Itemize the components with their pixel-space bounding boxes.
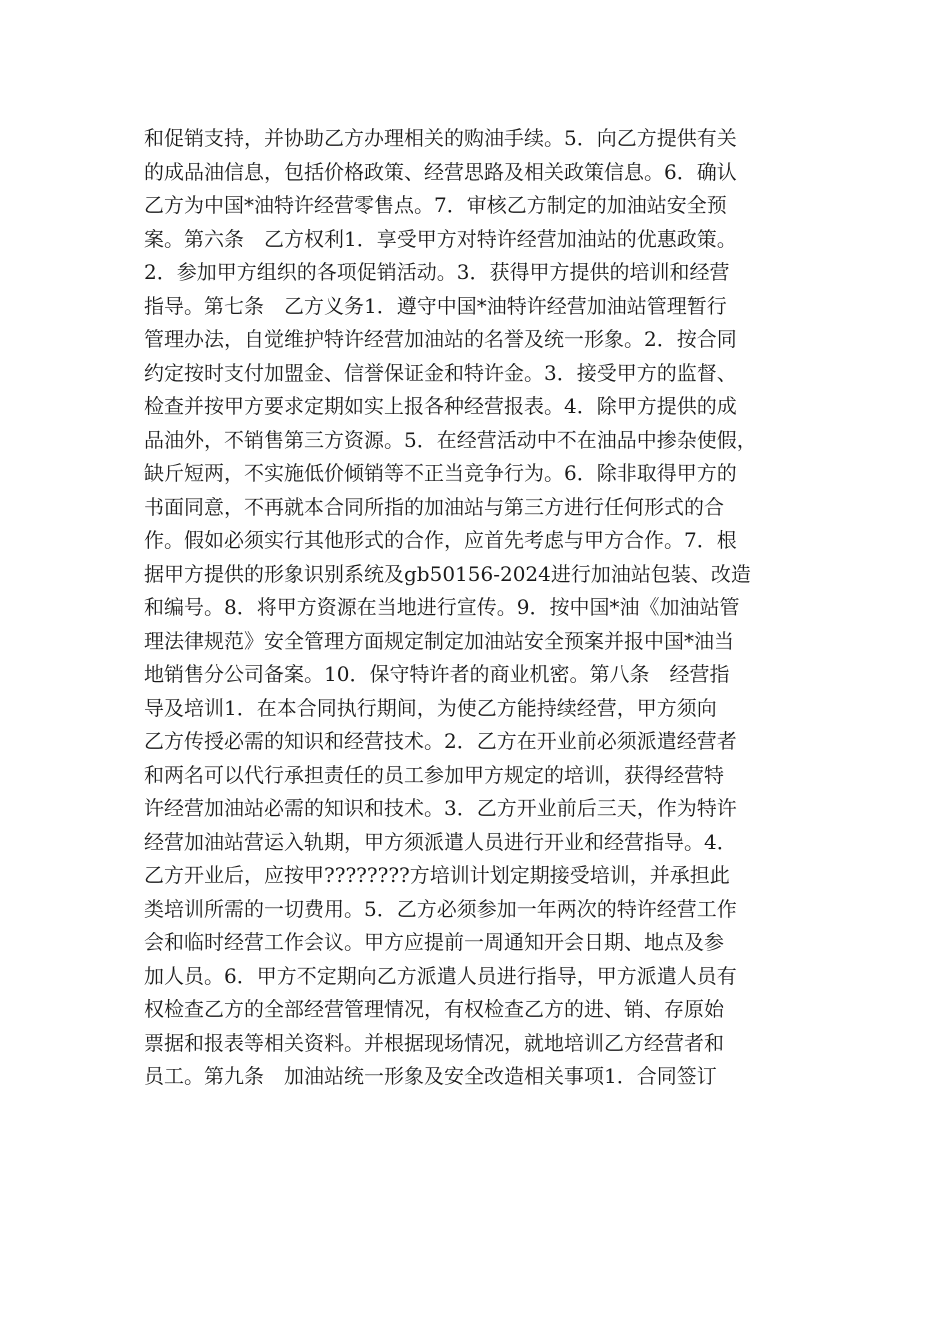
text-line-9: 检查并按甲方要求定期如实上报各种经营报表。4．除甲方提供的成 bbox=[144, 394, 737, 418]
text-line-17: 地销售分公司备案。10．保守特许者的商业机密。第八条 经营指 bbox=[144, 662, 730, 686]
text-line-1: 和促销支持，并协助乙方办理相关的购油手续。5．向乙方提供有关 bbox=[144, 126, 737, 150]
text-line-19: 乙方传授必需的知识和经营技术。2．乙方在开业前必须派遣经营者 bbox=[144, 729, 737, 753]
text-line-18: 导及培训1．在本合同执行期间，为使乙方能持续经营，甲方须向 bbox=[144, 695, 717, 720]
text-line-14: 据甲方提供的形象识别系统及gb50156-2024进行加油站包装、改造 bbox=[144, 561, 751, 586]
text-line-23: 乙方开业后，应按甲????????方培训计划定期接受培训，并承担此 bbox=[144, 863, 730, 887]
text-line-29: 员工。第九条 加油站统一形象及安全改造相关事项1．合同签订 bbox=[144, 1064, 717, 1088]
text-line-8: 约定按时支付加盟金、信誉保证金和特许金。3．接受甲方的监督、 bbox=[144, 360, 737, 385]
text-line-5: 2．参加甲方组织的各项促销活动。3．获得甲方提供的培训和经营 bbox=[144, 260, 730, 284]
text-line-10: 品油外，不销售第三方资源。5．在经营活动中不在油品中掺杂使假， bbox=[144, 427, 757, 452]
text-line-6: 指导。第七条 乙方义务1．遵守中国*油特许经营加油站管理暂行 bbox=[144, 293, 727, 318]
text-line-16: 理法律规范》安全管理方面规定制定加油站安全预案并报中国*油当 bbox=[144, 628, 734, 653]
text-line-25: 会和临时经营工作会议。甲方应提前一周通知开会日期、地点及参 bbox=[144, 930, 724, 954]
text-line-15: 和编号。8．将甲方资源在当地进行宣传。9．按中国*油《加油站管 bbox=[144, 595, 740, 619]
text-line-22: 经营加油站营运入轨期，甲方须派遣人员进行开业和经营指导。4． bbox=[144, 829, 737, 854]
text-line-28: 票据和报表等相关资料。并根据现场情况，就地培训乙方经营者和 bbox=[144, 1030, 724, 1055]
text-line-20: 和两名可以代行承担责任的员工参加甲方规定的培训，获得经营特 bbox=[144, 762, 724, 787]
text-line-26: 加人员。6．甲方不定期向乙方派遣人员进行指导，甲方派遣人员有 bbox=[144, 963, 737, 988]
text-line-2: 的成品油信息，包括价格政策、经营思路及相关政策信息。6．确认 bbox=[144, 159, 737, 184]
text-line-11: 缺斤短两，不实施低价倾销等不正当竞争行为。6．除非取得甲方的 bbox=[144, 461, 737, 485]
text-line-4: 案。第六条 乙方权利1．享受甲方对特许经营加油站的优惠政策。 bbox=[144, 226, 737, 251]
text-line-13: 作。假如必须实行其他形式的合作，应首先考虑与甲方合作。7．根 bbox=[144, 528, 737, 552]
contract-body-text bbox=[144, 122, 809, 1094]
text-line-27: 权检查乙方的全部经营管理情况，有权检查乙方的进、销、存原始 bbox=[144, 997, 724, 1021]
text-line-24: 类培训所需的一切费用。5．乙方必须参加一年两次的特许经营工作 bbox=[144, 896, 737, 921]
text-line-21: 许经营加油站必需的知识和技术。3．乙方开业前后三天，作为特许 bbox=[144, 796, 737, 820]
text-line-12: 书面同意，不再就本合同所指的加油站与第三方进行任何形式的合 bbox=[144, 494, 724, 519]
text-line-7: 管理办法，自觉维护特许经营加油站的名誉及统一形象。2．按合同 bbox=[144, 327, 737, 351]
text-line-3: 乙方为中国*油特许经营零售点。7．审核乙方制定的加油站安全预 bbox=[144, 193, 727, 217]
